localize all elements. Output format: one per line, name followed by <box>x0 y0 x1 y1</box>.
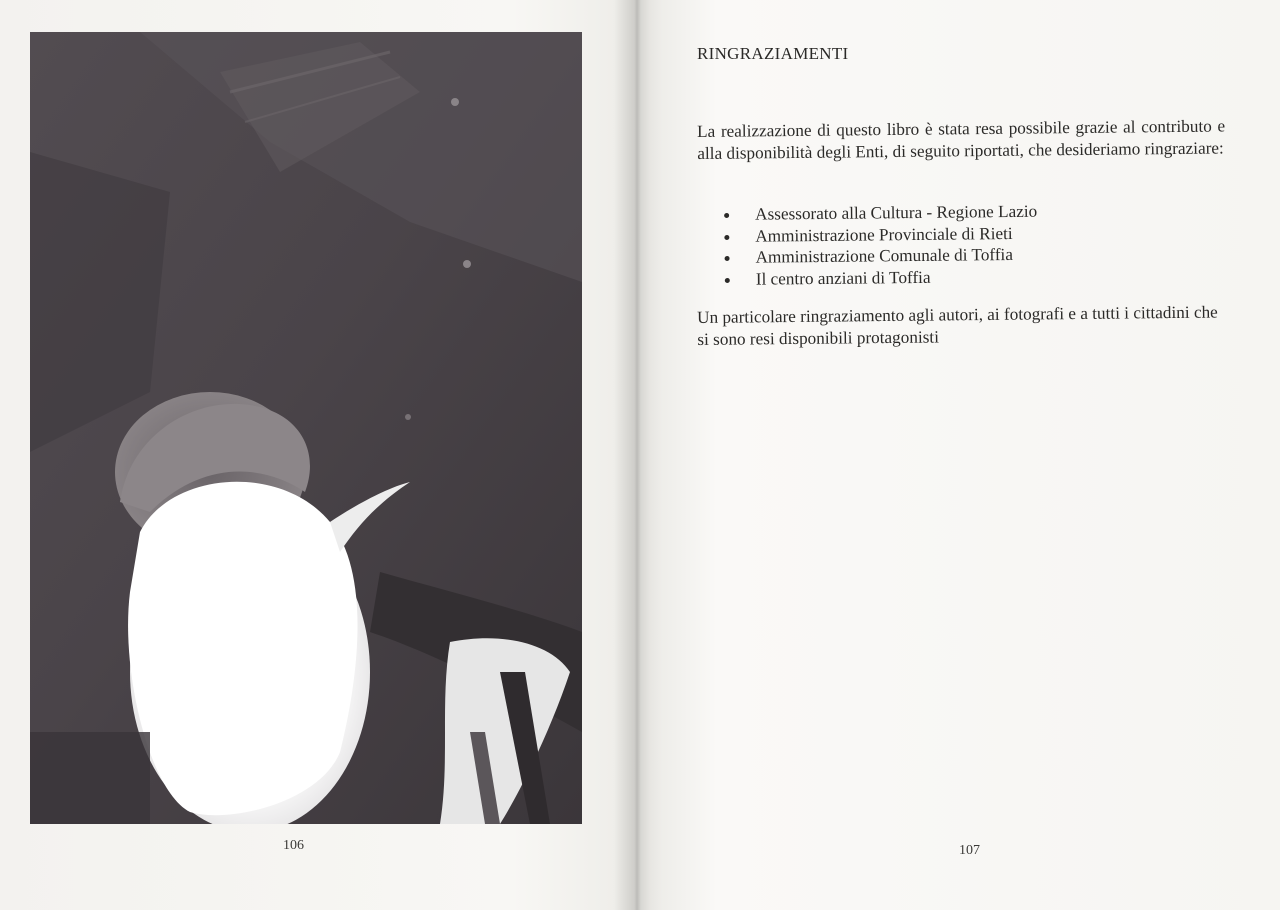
right-page <box>636 0 1280 910</box>
page-number-left: 106 <box>283 838 304 853</box>
list-item: Il centro anziani di Toffia <box>725 265 1038 290</box>
list-item: Amministrazione Comunale di Toffia <box>724 244 1037 269</box>
intro-paragraph: La realizzazione di questo libro è stata resa possibile grazie al contributo e alla disponibilità degli Enti, di seguito riportati, che desideriamo ringraziare: <box>697 116 1226 163</box>
black-and-white-photo <box>30 32 582 824</box>
list-item: Assessorato alla Cultura - Regione Lazio <box>724 201 1037 226</box>
page-number-right: 107 <box>959 843 980 858</box>
page-heading: RINGRAZIAMENTI <box>697 44 849 63</box>
list-item: Amministrazione Provinciale di Rieti <box>724 222 1037 247</box>
left-page <box>0 0 636 910</box>
closing-paragraph: Un particolare ringraziamento agli autori, ai fotografi e a tutti i cittadini che si sono resi disponibili protagonisti <box>697 302 1218 349</box>
acknowledgement-list <box>724 201 1038 290</box>
